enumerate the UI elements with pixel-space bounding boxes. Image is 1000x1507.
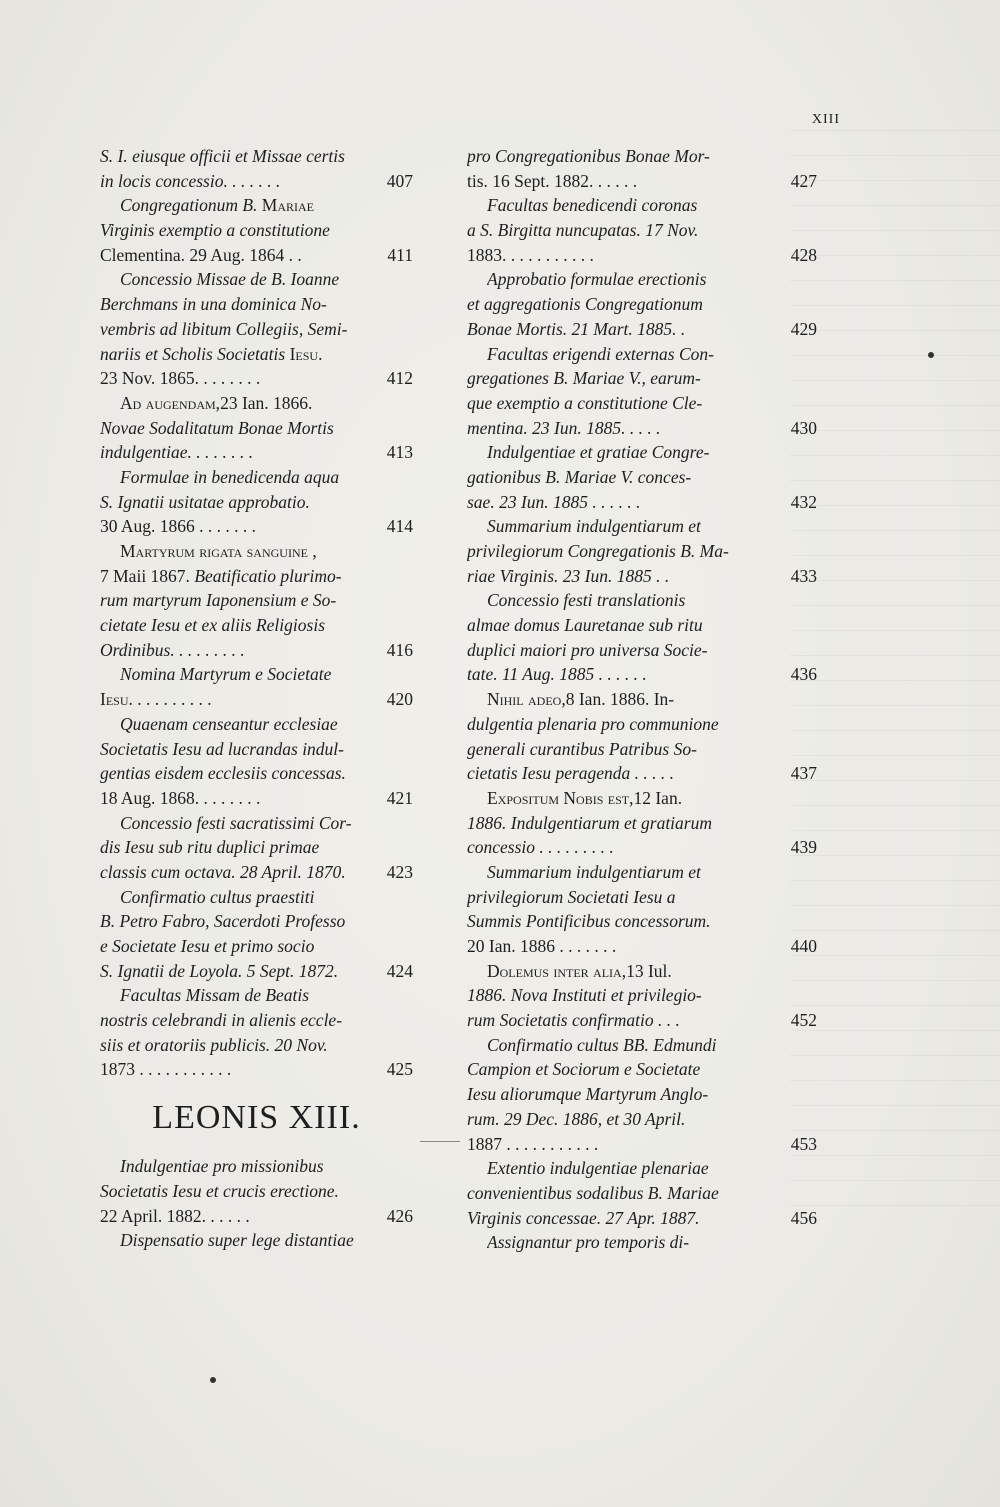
text-line: vembris ad libitum Collegiis, Semi- bbox=[100, 318, 348, 339]
text-line: rum. 29 Dec. 1886, et 30 April. bbox=[467, 1108, 686, 1129]
text-line: B. Petro Fabro, Sacerdoti Professo bbox=[100, 911, 346, 932]
text-line: rum Societatis confirmatio . . . 452 bbox=[467, 1010, 817, 1031]
text-line: 30 Aug. 1866 . . . . . . . 414 bbox=[100, 516, 413, 537]
text-line: Novae Sodalitatum Bonae Mortis bbox=[100, 417, 334, 438]
text-line: Facultas benedicendi coronas bbox=[487, 195, 698, 216]
text-line: concessio . . . . . . . . . 439 bbox=[467, 837, 817, 858]
text-line: nostris celebrandi in alienis eccle- bbox=[100, 1010, 343, 1031]
text-line: Approbatio formulae erectionis bbox=[487, 269, 707, 290]
text-line: Societatis Iesu ad lucrandas indul- bbox=[100, 738, 345, 759]
text-line: et aggregationis Congregationum bbox=[467, 294, 703, 315]
page-number: XIII bbox=[811, 112, 840, 127]
text-line: 22 April. 1882. . . . . . 426 bbox=[100, 1205, 413, 1226]
text-line: Expositum Nobis est, 12 Ian. bbox=[487, 787, 683, 808]
text-line: Nomina Martyrum e Societate bbox=[120, 664, 332, 685]
text-line: Summis Pontificibus concessorum. bbox=[467, 911, 711, 932]
text-line: S. I. eiusque officii et Missae certis bbox=[100, 146, 345, 166]
text-line: gationibus B. Mariae V. conces- bbox=[467, 466, 692, 487]
text-line: S. Ignatii de Loyola. 5 Sept. 1872. 424 bbox=[100, 960, 413, 981]
text-line: Iesu aliorumque Martyrum Anglo- bbox=[467, 1084, 709, 1105]
section-heading: LEONIS XIII. bbox=[152, 1099, 361, 1137]
text-line: 18 Aug. 1868. . . . . . . . 421 bbox=[100, 787, 413, 808]
text-line: Summarium indulgentiarum et bbox=[487, 861, 701, 882]
text-line: rum martyrum Iaponensium e So- bbox=[100, 590, 337, 611]
text-line: dis Iesu sub ritu duplici primae bbox=[100, 837, 320, 858]
text-line: Dolemus inter alia, 13 Iul. bbox=[487, 960, 672, 981]
text-line: 20 Ian. 1886 . . . . . . . 440 bbox=[467, 936, 817, 956]
text-line: e Societate Iesu et primo socio bbox=[100, 936, 315, 956]
text-line: 1873 . . . . . . . . . . . 425 bbox=[100, 1059, 413, 1080]
text-line: indulgentiae. . . . . . . . 413 bbox=[100, 442, 413, 463]
text-line: convenientibus sodalibus B. Mariae bbox=[467, 1182, 719, 1203]
text-line: Confirmatio cultus praestiti bbox=[120, 886, 315, 907]
text-line: 1887 . . . . . . . . . . . 453 bbox=[467, 1133, 817, 1154]
text-line: S. Ignatii usitatae approbatio. bbox=[100, 491, 310, 512]
text-line: Concessio festi sacratissimi Cor- bbox=[120, 812, 352, 833]
left-column bbox=[100, 144, 413, 1253]
text-line: nariis et Scholis Societatis Iesu. bbox=[100, 343, 323, 364]
text-line: sae. 23 Iun. 1885 . . . . . . 432 bbox=[467, 491, 817, 512]
text-line: Extentio indulgentiae plenariae bbox=[487, 1158, 709, 1179]
text-line: Martyrum rigata sanguine , bbox=[120, 541, 317, 561]
text-line: cietatis Iesu peragenda . . . . . 437 bbox=[467, 763, 817, 784]
text-line: almae domus Lauretanae sub ritu bbox=[467, 615, 703, 636]
text-line: 1886. Nova Instituti et privilegio- bbox=[467, 985, 702, 1006]
text-line: a S. Birgitta nuncupatas. 17 Nov. bbox=[467, 220, 699, 241]
heading-rule bbox=[420, 1141, 460, 1142]
right-column bbox=[467, 144, 817, 1255]
text-line: classis cum octava. 28 April. 1870. 423 bbox=[100, 861, 413, 882]
text-line: tis. 16 Sept. 1882. . . . . . 427 bbox=[467, 170, 817, 191]
text-line: tate. 11 Aug. 1885 . . . . . . 436 bbox=[467, 664, 817, 685]
text-line: privilegiorum Congregationis B. Ma- bbox=[467, 541, 729, 561]
text-line: Summarium indulgentiarum et bbox=[487, 516, 701, 537]
text-line: Societatis Iesu et crucis erectione. bbox=[100, 1180, 339, 1201]
text-line: duplici maiori pro universa Socie- bbox=[467, 639, 708, 660]
text-line: 1883. . . . . . . . . . . 428 bbox=[467, 244, 817, 265]
text-line: Indulgentiae et gratiae Congre- bbox=[487, 442, 710, 463]
text-line: Concessio festi translationis bbox=[487, 590, 686, 611]
text-line: in locis concessio. . . . . . . 407 bbox=[100, 170, 413, 191]
text-line: Ordinibus. . . . . . . . . 416 bbox=[100, 639, 413, 660]
text-line: riae Virginis. 23 Iun. 1885 . . 433 bbox=[467, 565, 817, 586]
text-line: Confirmatio cultus BB. Edmundi bbox=[487, 1034, 717, 1055]
text-line: Assignantur pro temporis di- bbox=[487, 1232, 690, 1253]
text-line: 1886. Indulgentiarum et gratiarum bbox=[467, 812, 712, 833]
text-line: Facultas erigendi externas Con- bbox=[487, 343, 714, 364]
bleed-through-texture bbox=[790, 130, 1000, 1230]
ink-speck bbox=[928, 352, 934, 358]
text-line: gentias eisdem ecclesiis concessas. bbox=[100, 763, 346, 784]
text-line: privilegiorum Societati Iesu a bbox=[467, 886, 676, 907]
text-line: Bonae Mortis. 21 Mart. 1885. . 429 bbox=[467, 318, 817, 339]
text-line: generali curantibus Patribus So- bbox=[467, 738, 697, 759]
text-line: Virginis exemptio a constitutione bbox=[100, 220, 330, 241]
text-line: Quaenam censeantur ecclesiae bbox=[120, 713, 338, 734]
text-line: mentina. 23 Iun. 1885. . . . . 430 bbox=[467, 417, 817, 438]
text-line: Indulgentiae pro missionibus bbox=[120, 1156, 324, 1177]
ink-speck bbox=[210, 1377, 216, 1383]
text-line: Dispensatio super lege distantiae bbox=[120, 1230, 354, 1251]
text-line: 23 Nov. 1865. . . . . . . . 412 bbox=[100, 368, 413, 389]
text-line: dulgentia plenaria pro communione bbox=[467, 713, 719, 734]
text-line: siis et oratoriis publicis. 20 Nov. bbox=[100, 1034, 328, 1055]
text-line: Facultas Missam de Beatis bbox=[120, 985, 310, 1006]
text-line: Virginis concessae. 27 Apr. 1887. 456 bbox=[467, 1207, 817, 1228]
text-line: Iesu. . . . . . . . . . 420 bbox=[100, 689, 413, 710]
text-line: Concessio Missae de B. Ioanne bbox=[120, 269, 340, 290]
text-line: Formulae in benedicenda aqua bbox=[120, 466, 340, 487]
text-line: Ad augendam, 23 Ian. 1866. bbox=[120, 392, 313, 413]
text-line: Berchmans in una dominica No- bbox=[100, 294, 327, 315]
text-line: pro Congregationibus Bonae Mor- bbox=[467, 146, 710, 166]
text-line: Clementina. 29 Aug. 1864 . . 411 bbox=[100, 244, 413, 265]
text-line: gregationes B. Mariae V., earum- bbox=[467, 368, 701, 389]
text-line: 7 Maii 1867. Beatificatio plurimo- bbox=[100, 565, 342, 586]
text-line: que exemptio a constitutione Cle- bbox=[467, 392, 703, 413]
text-line: Campion et Sociorum e Societate bbox=[467, 1059, 701, 1080]
text-line: Nihil adeo, 8 Ian. 1886. In- bbox=[487, 689, 675, 710]
text-line: Congregationum B. Mariae bbox=[120, 195, 315, 216]
text-line: cietate Iesu et ex aliis Religiosis bbox=[100, 615, 326, 636]
